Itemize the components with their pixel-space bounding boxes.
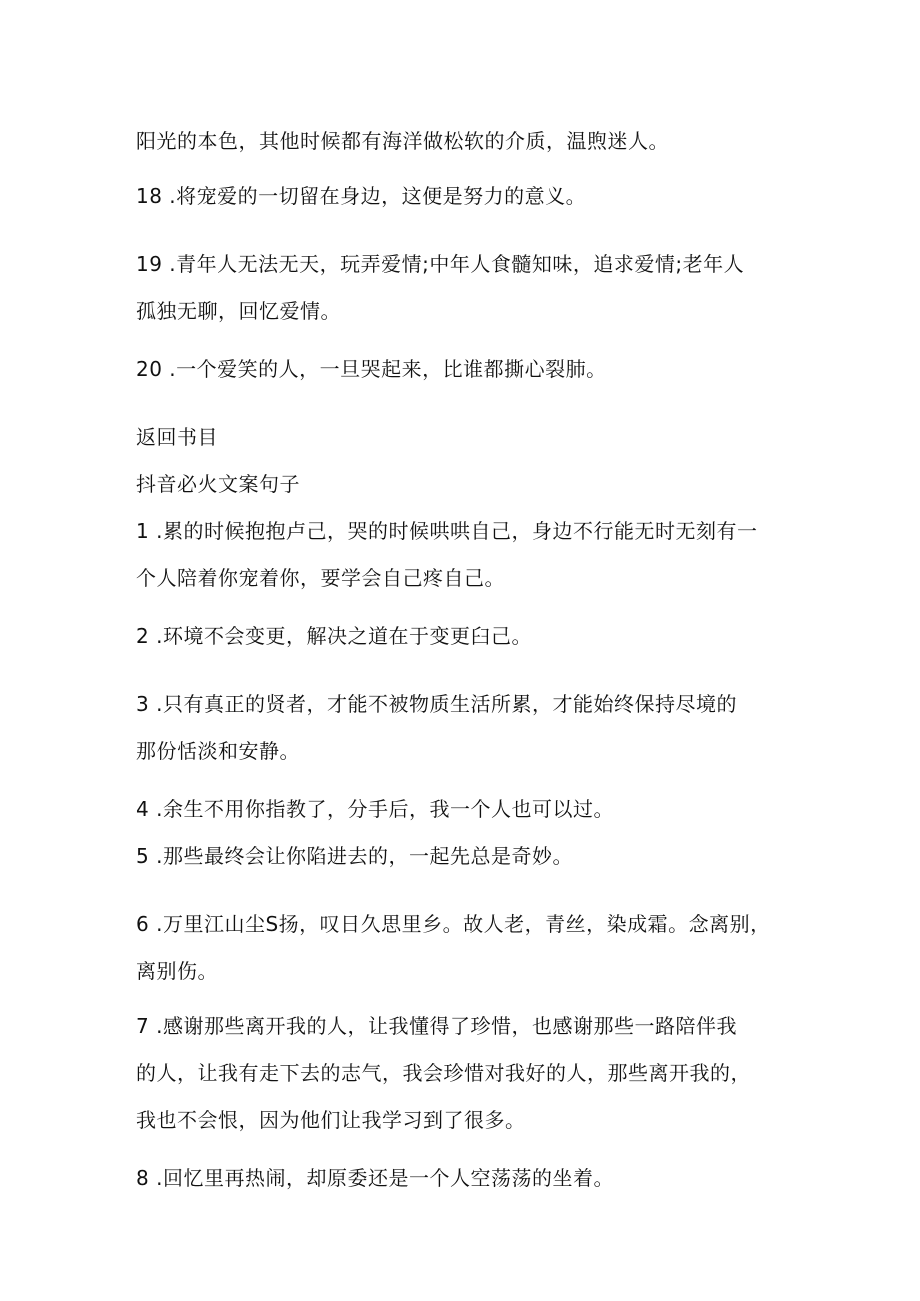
list-item-19: 19 .青年人无法无天，玩弄爱情;中年人食髓知味，追求爱情;老年人 [136, 252, 745, 276]
list-item-6-cont: 离别伤。 [136, 959, 218, 983]
section-heading: 抖音必火文案句子 [136, 472, 300, 496]
list-item-7-cont-1: 的人，让我有走下去的志气，我会珍惜对我好的人，那些离开我的， [136, 1061, 751, 1085]
list-item-7: 7 .感谢那些离开我的人，让我懂得了珍惜，也感谢那些一路陪伴我 [136, 1014, 737, 1038]
list-item-5: 5 .那些最终会让你陷进去的，一起先总是奇妙。 [136, 844, 573, 868]
list-item-1-cont: 个人陪着你宠着你，要学会自己疼自己。 [136, 566, 505, 590]
back-to-catalog-link[interactable]: 返回书目 [136, 425, 218, 449]
list-item-3: 3 .只有真正的贤者，才能不被物质生活所累，才能始终保持尽境的 [136, 692, 737, 716]
list-item-1: 1 .累的时候抱抱卢己，哭的时候哄哄自己，身边不行能无时无刻有一 [136, 519, 758, 543]
list-item-18: 18 .将宠爱的一切留在身边，这便是努力的意义。 [136, 184, 587, 208]
list-item-19-cont: 孤独无聊，回忆爱情。 [136, 299, 341, 323]
list-item-7-cont-2: 我也不会恨，因为他们让我学习到了很多。 [136, 1108, 526, 1132]
list-item-6: 6 .万里江山尘S扬，叹日久思里乡。故人老，青丝，染成霜。念离别， [136, 912, 771, 936]
list-item-4: 4 .余生不用你指教了，分手后，我一个人也可以过。 [136, 797, 614, 821]
list-item-20: 20 .一个爱笑的人，一旦哭起来，比谁都撕心裂肺。 [136, 357, 607, 381]
list-item-3-cont: 那份恬淡和安静。 [136, 739, 300, 763]
list-item-8: 8 .回忆里再热闹，却原委还是一个人空荡荡的坐着。 [136, 1166, 614, 1190]
text-line-continuation: 阳光的本色，其他时候都有海洋做松软的介质，温煦迷人。 [136, 129, 669, 153]
list-item-2: 2 .环境不会变更，解决之道在于变更臼己。 [136, 624, 532, 648]
